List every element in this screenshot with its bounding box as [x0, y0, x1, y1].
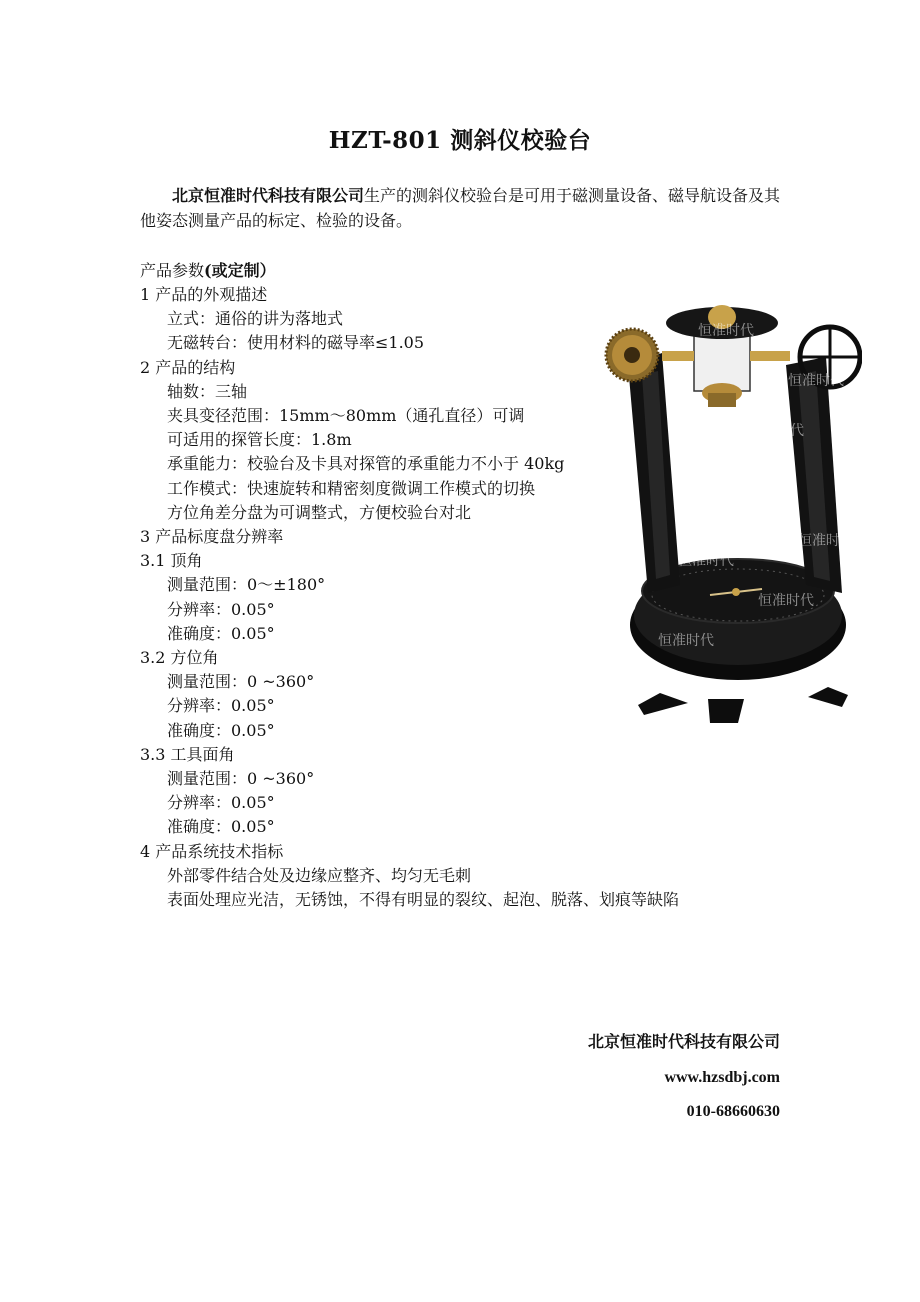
spec-item: 承重能力：校验台及卡具对探管的承重能力不小于 40kg [167, 454, 565, 474]
watermark-text: 恒准时代 [678, 553, 734, 569]
footer-phone: 010-68660630 [686, 1103, 780, 1120]
spec-item: 分辨率：0.05° [167, 599, 275, 619]
product-photo [598, 295, 862, 725]
intro-paragraph [140, 184, 792, 233]
spec-item: 准确度：0.05° [167, 623, 275, 643]
spec-item: 工作模式：快速旋转和精密刻度微调工作模式的切换 [167, 478, 536, 498]
footer-company: 北京恒准时代科技有限公司 [587, 1032, 780, 1051]
watermark-text: 恒准时代 [788, 373, 844, 389]
watermark-text: 恒准时代 [748, 423, 804, 439]
watermark-text: 恒准时代 [658, 633, 714, 649]
spec-heading: 4 产品系统技术指标 [140, 841, 284, 861]
watermark-text: 恒准时代 [758, 593, 814, 609]
watermark-text: 恒准时代 [798, 533, 854, 549]
params-heading [140, 258, 276, 281]
spec-item: 表面处理应光洁，无锈蚀，不得有明显的裂纹、起泡、脱落、划痕等缺陷 [167, 890, 680, 909]
spec-heading: 3.1 顶角 [140, 551, 203, 571]
spec-item: 轴数：三轴 [167, 381, 248, 401]
spec-heading: 3.3 工具面角 [140, 744, 235, 764]
spec-item: 方位角差分盘为可调整式，方便校验台对北 [167, 502, 472, 522]
spec-item: 立式：通俗的讲为落地式 [167, 309, 344, 329]
spec-item: 无磁转台：使用材料的磁导率≤1.05 [167, 333, 425, 353]
intro-text: 生产的测斜仪校验台是可用于磁测量设备、磁导航设备及其他姿态测量产品的标定、检验的设备。 [140, 186, 781, 230]
footer-website: www.hzsdbj.com [664, 1069, 780, 1086]
spec-item: 测量范围：0～±180° [167, 575, 326, 595]
spec-item: 可适用的探管长度：1.8m [167, 430, 352, 450]
watermark-text: 恒准时代 [698, 323, 754, 339]
spec-item: 测量范围：0 ~360° [167, 672, 315, 692]
spec-item: 分辨率：0.05° [167, 696, 275, 716]
spec-item: 夹具变径范围：15mm～80mm（通孔直径）可调 [167, 406, 525, 425]
spec-item: 准确度：0.05° [167, 817, 275, 837]
spec-item: 测量范围：0 ~360° [167, 769, 315, 788]
spec-item: 外部零件结合处及边缘应整齐、均匀无毛刺 [167, 865, 472, 885]
params-heading-text: 产品参数 [140, 261, 205, 280]
spec-item: 分辨率：0.05° [167, 793, 275, 813]
intro-company: 北京恒准时代科技有限公司 [172, 186, 365, 205]
spec-heading: 2 产品的结构 [140, 357, 236, 377]
spec-heading: 3 产品标度盘分辨率 [140, 527, 284, 546]
spec-item: 准确度：0.05° [167, 720, 275, 740]
params-heading-custom: (或定制） [204, 261, 276, 280]
document-title: HZT-801 测斜仪校验台 [328, 127, 592, 154]
spec-heading: 3.2 方位角 [140, 648, 219, 667]
spec-heading: 1 产品的外观描述 [140, 285, 268, 304]
